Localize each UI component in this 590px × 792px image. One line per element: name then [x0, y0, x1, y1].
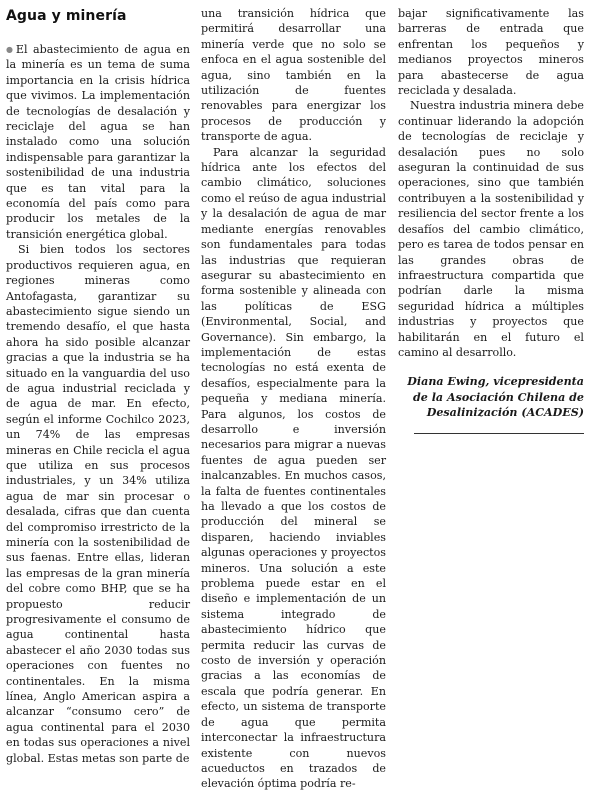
paragraph-3-part-2 [398, 6, 584, 98]
column-3 [398, 6, 584, 434]
paragraph-3-part-1 [201, 145, 386, 792]
divider-line [414, 433, 584, 434]
paragraph-2-part-2 [201, 6, 386, 145]
paragraph-2-part-1 [6, 242, 190, 766]
paragraph-1 [6, 42, 190, 242]
bullet-icon: ● [6, 45, 15, 54]
column-2 [201, 6, 386, 792]
article-title: Agua y minería [6, 8, 127, 24]
paragraph-1-text: El abastecimiento de agua en la minería es un tema de suma importancia en la crisis hídrica que vivimos. La implementación de tecnologías de desalación y reciclaje del agua se han instalado como una solución indispensable para garantizar la sostenibilidad de una industria que es tan vital para la economía del país como para producir los metales de la transición energética global. [6, 43, 190, 241]
paragraph-4-text: Nuestra industria minera debe continuar liderando la adopción de tecnologías de reciclaje y desalación pues no solo aseguran la continuidad de sus operaciones, sino que también contribuyen a la sostenibilidad y resiliencia del sector frente a los desafíos del cambio climático, pero es tarea de todos pensar en las grandes obras de infraestructura compartida que podrían darle la misma seguridad hídrica a múltiples industrias y proyectos que habilitarán en el futuro el camino al desarrollo. [398, 99, 584, 359]
paragraph-3-text-a: Para alcanzar la seguridad hídrica ante los efectos del cambio climático, soluciones como el reúso de agua industrial y la desalación de agua de mar mediante energías renovables son fundamentales para todas las industrias que requieran asegurar su abastecimiento en forma sostenible y alineada con las políticas de ESG (Environmental, Social, and Governance). Sin embargo, la implementación de estas tecnologías no está exenta de desafíos, especialmente para la pequeña y mediana minería. Para algunos, los costos de desarrollo e inversión necesarios para migrar a nuevas fuentes de agua pueden ser inalcanzables. En muchos casos, la falta de fuentes continentales ha llevado a que los costos de producción del mineral se disparen, haciendo inviables algunas operaciones y proyectos mineros. Una solución a este problema puede estar en el diseño e implementación de un sistema integrado de abastecimiento hídrico que permita reducir las curvas de costo de inversión y operación gracias a las economías de escala que podría generar. En efecto, un sistema de transporte de agua que permita interconectar la infraestructura existente con nuevos acueductos en trazados de elevación óptima podría re- [201, 145, 386, 791]
paragraph-4 [398, 98, 584, 360]
column-1 [6, 42, 190, 766]
paragraph-2-text-b: una transición hídrica que permitirá desarrollar una minería verde que no solo se enfoca en el agua sostenible del agua, sino también en la utilización de fuentes renovables para energizar los procesos de producción y transporte de agua. [201, 7, 386, 144]
paragraph-3-text-b: bajar significativamente las barreras de entrada que enfrentan los pequeños y medianos proyectos mineros para abastecerse de agua reciclada y desalada. [398, 7, 584, 98]
author-signature: Diana Ewing, vicepresidenta de la Asociación Chilena de Desalinización (ACADES) [407, 375, 584, 420]
paragraph-2-text-a: Si bien todos los sectores productivos requieren agua, en regiones mineras como Antofagasta, garantizar su abastecimiento sigue siendo un tremendo desafío, el que hasta ahora ha sido posible alcanzar gracias a que la industria se ha situado en la vanguardia del uso de agua industrial reciclada y de agua de mar. En efecto, según el informe Cochilco 2023, un 74% de las empresas mineras en Chile recicla el agua que utiliza en sus procesos industriales, y un 34% utiliza agua de mar sin procesar o desalada, cifras que dan cuenta del compromiso irrestricto de la minería con la sostenibilidad de sus faenas. Entre ellas, lideran las empresas de la gran minería del cobre como BHP, que se ha propuesto reducir progresivamente el consumo de agua continental hasta abastecer el año 2030 todas sus operaciones con fuentes no continentales. En la misma línea, Anglo American aspira a alcanzar “consumo cero” de agua continental para el 2030 en todas sus operaciones a nivel global. Estas metas son parte de [6, 243, 190, 765]
